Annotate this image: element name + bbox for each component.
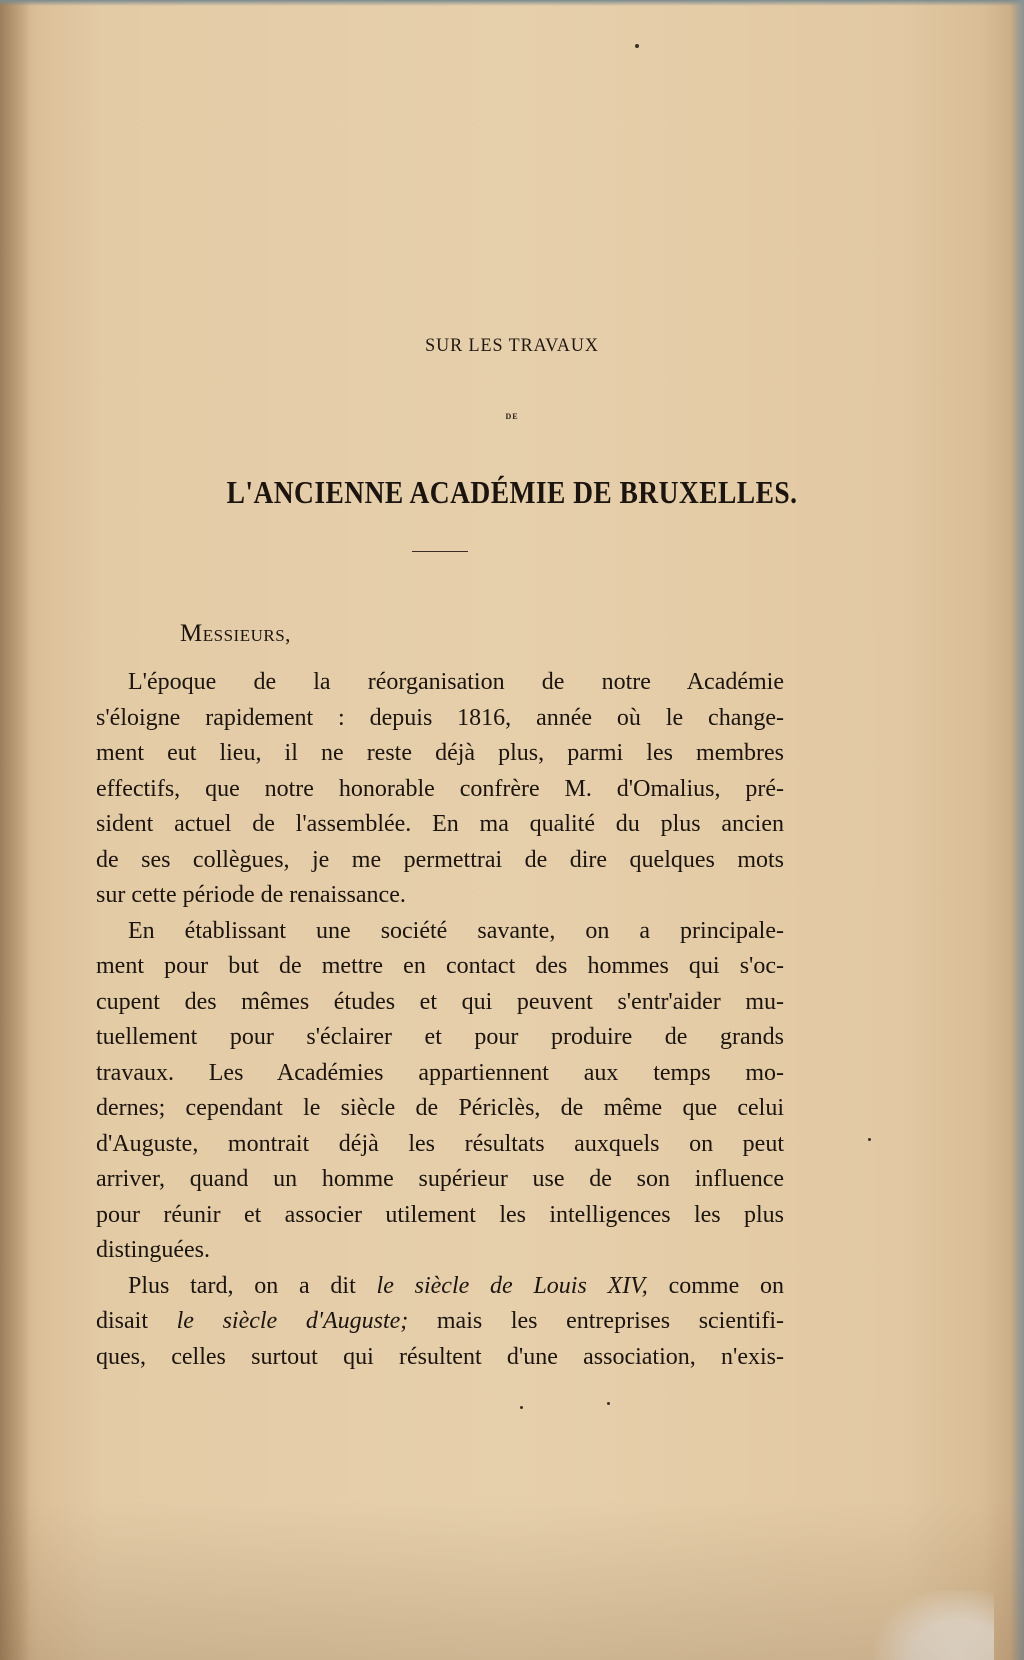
salutation-rest: ESSIEURS	[202, 626, 286, 645]
paragraph-2-line: distinguées.	[96, 1237, 210, 1263]
paragraph-2-line: cupent des mêmes études et qui peuvent s'entr'aider mu-	[96, 988, 784, 1015]
salutation-cap: M	[180, 620, 203, 647]
paragraph-3-italic: le siècle d'Auguste;	[176, 1308, 409, 1334]
paragraph-3-italic: le siècle de Louis XIV,	[376, 1272, 648, 1299]
heading-small: SUR LES TRAVAUX	[425, 335, 599, 356]
paragraph-1-line: effectifs, que notre honorable confrère M. d'Omalius, pré-	[96, 775, 784, 802]
paragraph-2-line: arriver, quand un homme supérieur use de son influence	[96, 1166, 784, 1192]
paragraph-1-line: sur cette période de renaissance.	[96, 882, 406, 908]
paragraph-2-line: En établissant une société savante, on a principale-	[128, 917, 784, 944]
page-corner-highlight	[874, 1590, 994, 1660]
paragraph-2-line: dernes; cependant le siècle de Périclès, de même que celui	[96, 1095, 784, 1121]
paragraph-3-line	[96, 1269, 784, 1305]
paragraph-1-line: s'éloigne rapidement : depuis 1816, année où le change-	[96, 704, 784, 731]
paragraph-1-line: L'époque de la réorganisation de notre Académie	[128, 669, 784, 695]
speck	[868, 1138, 871, 1141]
paragraph-1-line: ment eut lieu, il ne reste déjà plus, parmi les membres	[96, 740, 784, 766]
paragraph-2-line: ment pour but de mettre en contact des hommes qui s'oc-	[96, 953, 784, 979]
speck	[607, 1402, 610, 1405]
paragraph-2-line: d'Auguste, montrait déjà les résultats auxquels on peut	[96, 1130, 784, 1157]
paragraph-3-text: disait	[96, 1308, 177, 1334]
paragraph-3-line	[96, 1304, 784, 1340]
body-text	[96, 665, 784, 1375]
salutation-punct: ,	[285, 622, 291, 646]
paragraph-3-line: ques, celles surtout qui résultent d'une association, n'exis-	[96, 1343, 784, 1370]
heading-rule	[412, 551, 468, 552]
paragraph-2-line: travaux. Les Académies appartiennent aux temps mo-	[96, 1059, 784, 1086]
paragraph-3-text: mais les entreprises scientifi-	[408, 1308, 784, 1334]
paragraph-3-text: comme on	[647, 1272, 785, 1299]
heading-large: L'ANCIENNE ACADÉMIE DE BRUXELLES.	[226, 474, 798, 510]
speck	[635, 44, 639, 48]
salutation	[180, 620, 291, 648]
page-top-edge	[0, 0, 1024, 6]
paragraph-3-text: Plus tard, on a dit	[128, 1272, 377, 1299]
heading-de: DE	[505, 412, 519, 421]
paragraph-2-line: tuellement pour s'éclairer et pour produire de grands	[96, 1024, 784, 1050]
page-right-edge	[1010, 0, 1024, 1660]
paragraph-1-line: de ses collègues, je me permettrai de dire quelques mots	[96, 846, 784, 873]
paragraph-1-line: sident actuel de l'assemblée. En ma qualité du plus ancien	[96, 811, 784, 837]
speck	[520, 1406, 523, 1409]
paragraph-2-line: pour réunir et associer utilement les intelligences les plus	[96, 1201, 784, 1228]
